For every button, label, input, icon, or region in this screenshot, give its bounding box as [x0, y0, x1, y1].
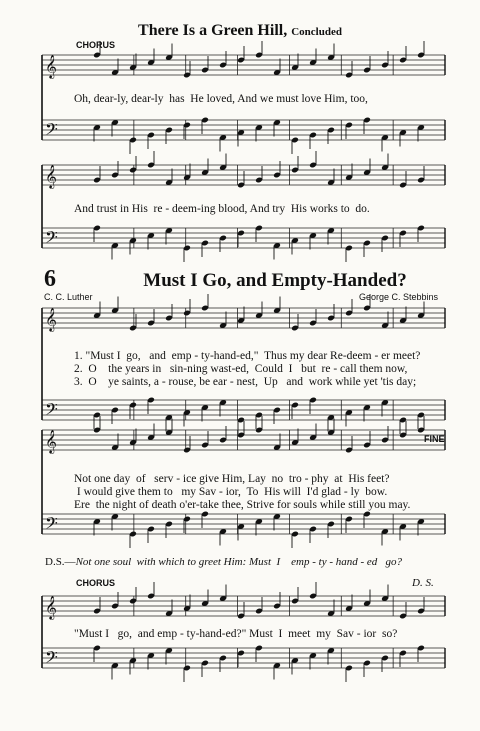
lyric-line: And trust in His re - deem-ing blood, And try His works to do.	[74, 203, 370, 215]
bass-clef-icon: 𝄢	[45, 227, 58, 251]
verse-3-line-2: Ere the night of death o'er-take thee, Strive for souls while still you may.	[74, 499, 411, 511]
treble-clef-icon: 𝄞	[45, 595, 57, 619]
bass-clef-icon: 𝄢	[45, 513, 58, 537]
fine-label: FINE	[424, 434, 445, 444]
treble-clef-icon: 𝄞	[45, 307, 57, 331]
treble-clef-icon: 𝄞	[45, 429, 57, 453]
bass-clef-icon: 𝄢	[45, 647, 58, 671]
treble-clef-icon: 𝄞	[45, 164, 57, 188]
author-credit: C. C. Luther	[44, 292, 93, 302]
lyric-line: Oh, dear-ly, dear-ly has He loved, And we must love Him, too,	[74, 93, 368, 105]
bass-clef-icon: 𝄢	[45, 119, 58, 143]
bass-clef-icon: 𝄢	[45, 399, 58, 423]
ds-marker: D. S.	[412, 577, 434, 589]
ds-instruction: D.S.—Not one soul with which to greet Him: Must I emp - ty - hand - ed go?	[45, 556, 403, 568]
verse-1-line-2: Not one day of serv - ice give Him, Lay no tro - phy at His feet?	[74, 473, 390, 485]
page-title: There Is a Green Hill, Concluded	[138, 22, 342, 39]
hymn-number: 6	[44, 266, 56, 292]
verse-2-line-2: I would give them to my Sav - ior, To His will I'd glad - ly bow.	[74, 486, 388, 498]
treble-clef-icon: 𝄞	[45, 54, 57, 78]
chorus-label: CHORUS	[76, 40, 116, 50]
chorus-lyric: "Must I go, and emp - ty-hand-ed?" Must I meet my Sav - ior so?	[74, 628, 398, 640]
verse-1-line-1: 1. "Must I go, and emp - ty-hand-ed," Thus my dear Re-deem - er meet?	[74, 350, 421, 362]
verse-3-line-1: 3. O ye saints, a - rouse, be ear - nest, Up and work while yet 'tis day;	[74, 376, 417, 388]
chorus-label-2: CHORUS	[76, 578, 116, 588]
hymn-title: Must I Go, and Empty-Handed?	[143, 270, 407, 291]
composer-credit: George C. Stebbins	[358, 292, 438, 302]
verse-2-line-1: 2. O the years in sin-ning wast-ed, Could I but re - call them now,	[74, 363, 408, 375]
